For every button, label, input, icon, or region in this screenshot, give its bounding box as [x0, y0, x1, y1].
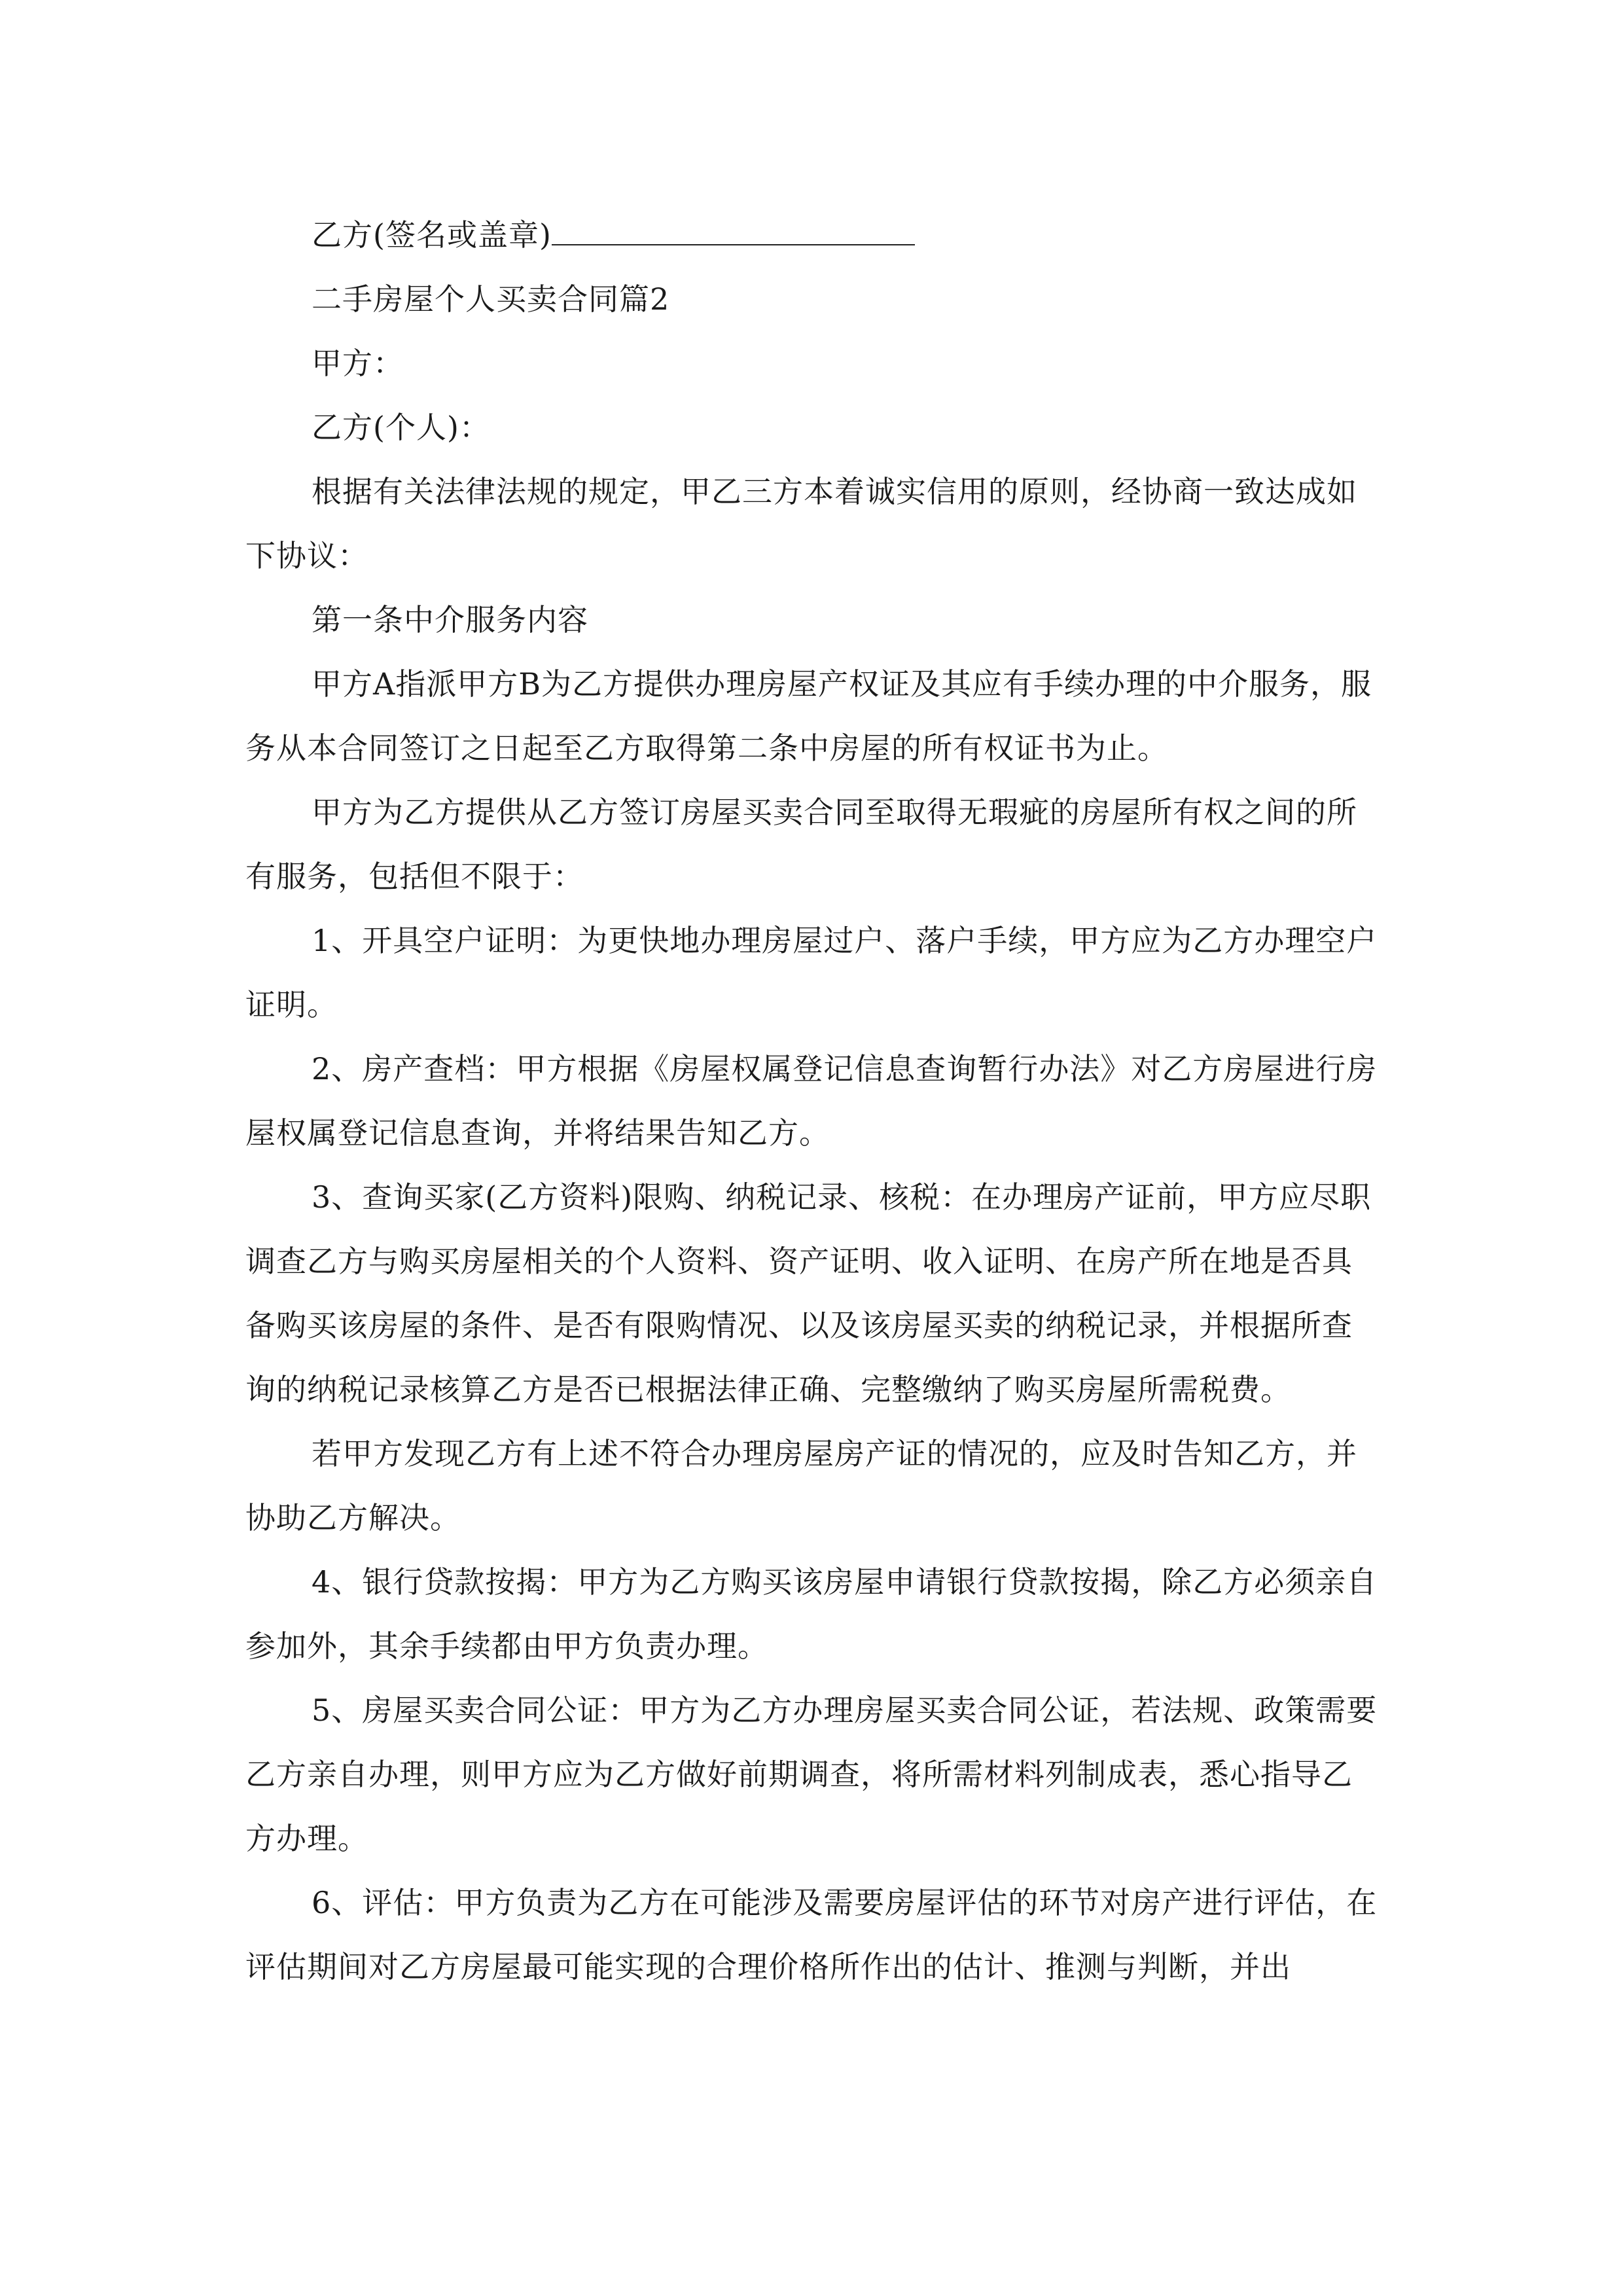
- signature-label: 乙方(签名或盖章): [312, 217, 552, 253]
- article1-paragraph-2: 甲方为乙方提供从乙方签订房屋买卖合同至取得无瑕疵的房屋所有权之间的所有服务，包括但不限于：: [245, 795, 1357, 894]
- article1-title: 第一条中介服务内容: [312, 602, 588, 637]
- signature-blank: [552, 218, 915, 245]
- service-item-3-note: 若甲方发现乙方有上述不符合办理房屋房产证的情况的，应及时告知乙方，并协助乙方解决。: [245, 1436, 1357, 1535]
- service-item-5: 5、房屋买卖合同公证：甲方为乙方办理房屋买卖合同公证，若法规、政策需要乙方亲自办理，则甲方应为乙方做好前期调查，将所需材料列制成表，悉心指导乙方办理。: [245, 1693, 1378, 1856]
- contract-heading: 二手房屋个人买卖合同篇2: [312, 281, 670, 317]
- service-item-1: 1、开具空户证明：为更快地办理房屋过户、落户手续，甲方应为乙方办理空户证明。: [245, 923, 1378, 1022]
- service-item-4: 4、银行贷款按揭：甲方为乙方购买该房屋申请银行贷款按揭，除乙方必须亲自参加外，其余手续都由甲方负责办理。: [245, 1564, 1378, 1664]
- service-item-2: 2、房产查档：甲方根据《房屋权属登记信息查询暂行办法》对乙方房屋进行房屋权属登记信息查询，并将结果告知乙方。: [245, 1051, 1378, 1151]
- intro-paragraph: 根据有关法律法规的规定，甲乙三方本着诚实信用的原则，经协商一致达成如下协议：: [245, 474, 1357, 573]
- service-item-3: 3、查询买家(乙方资料)限购、纳税记录、核税：在办理房产证前，甲方应尽职调查乙方与购买房屋相关的个人资料、资产证明、收入证明、在房产所在地是否具备购买该房屋的条件、是否有限购情况、以及该房屋买卖的纳税记录，并根据所查询的纳税记录核算乙方是否已根据法律正确、完整缴纳了购买房屋所需税费。: [245, 1179, 1372, 1407]
- party-b-label: 乙方(个人)：: [312, 410, 490, 445]
- signature-line: [312, 203, 1381, 267]
- document-page: [245, 203, 1381, 1999]
- service-item-6: 6、评估：甲方负责为乙方在可能涉及需要房屋评估的环节对房产进行评估，在评估期间对乙方房屋最可能实现的合理价格所作出的估计、推测与判断，并出: [245, 1885, 1378, 1984]
- party-a-label: 甲方：: [312, 346, 404, 381]
- article1-paragraph-1: 甲方A指派甲方B为乙方提供办理房屋产权证及其应有手续办理的中介服务，服务从本合同签订之日起至乙方取得第二条中房屋的所有权证书为止。: [245, 666, 1372, 766]
